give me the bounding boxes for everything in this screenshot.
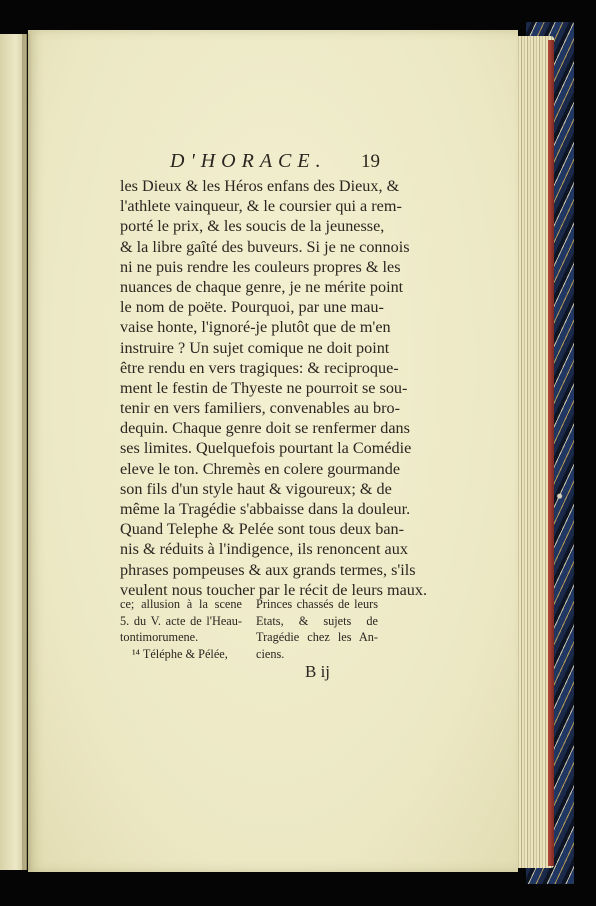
text-line: ment le festin de Thyeste ne pourroit se sou- bbox=[120, 378, 408, 397]
signature-mark: B ij bbox=[305, 662, 331, 681]
text-line: l'athlete vainqueur, & le coursier qui a rem- bbox=[120, 197, 402, 216]
text-line: son fils d'un style haut & vigoureux; & de bbox=[120, 479, 392, 498]
page-header bbox=[170, 150, 380, 173]
red-page-edge bbox=[548, 40, 554, 866]
text-line: être rendu en vers tragiques: & reciproque- bbox=[120, 358, 399, 377]
text-line: instruire ? Un sujet comique ne doit point bbox=[120, 338, 390, 357]
footnote-line: Etats, & sujets de bbox=[256, 613, 378, 628]
text-line: nis & réduits à l'indigence, ils renoncent aux bbox=[120, 540, 408, 559]
text-line: porté le prix, & les soucis de la jeunesse, bbox=[120, 217, 385, 236]
text-line: Quand Telephe & Pelée sont tous deux ban- bbox=[120, 520, 405, 539]
text-line: eleve le ton. Chremès en colere gourmande bbox=[120, 459, 401, 478]
text-line: les Dieux & les Héros enfans des Dieux, & bbox=[120, 177, 400, 195]
footnote-line: ce; allusion à la scene bbox=[120, 597, 242, 611]
footnote-line: 5. du V. acte de l'Heau- bbox=[120, 613, 242, 628]
main-text bbox=[120, 176, 428, 600]
page-number: 19 bbox=[361, 151, 380, 172]
text-line: & la libre gaîté des buveurs. Si je ne connois bbox=[120, 237, 410, 256]
running-title: D'HORACE. bbox=[170, 150, 327, 172]
text-line: le nom de poëte. Pourquoi, par une mau- bbox=[120, 298, 384, 317]
text-line: phrases pompeuses & aux grands termes, s'ils bbox=[120, 560, 416, 579]
footnote-column-right bbox=[256, 596, 378, 662]
text-line: veulent nous toucher par le récit de leurs maux. bbox=[120, 580, 428, 599]
footnote-line: tontimorumene. bbox=[120, 630, 199, 645]
text-line: même la Tragédie s'abbaisse dans la douleur. bbox=[120, 500, 411, 518]
footnote-line: Tragédie chez les An- bbox=[256, 630, 378, 645]
gutter-shadow bbox=[22, 34, 32, 870]
text-line: ses limites. Quelquefois pourtant la Comédie bbox=[120, 439, 412, 458]
footnotes bbox=[120, 596, 378, 662]
footnote-line: ciens. bbox=[256, 646, 285, 661]
text-line: ni ne puis rendre les couleurs propres & les bbox=[120, 257, 401, 276]
text-line: dequin. Chaque genre doit se renfermer dans bbox=[120, 419, 410, 438]
text-line: nuances de chaque genre, je ne mérite point bbox=[120, 277, 404, 296]
footnote-line: ¹⁴ Téléphe & Pélée, bbox=[132, 646, 228, 661]
footnote-column-left bbox=[120, 596, 242, 662]
text-line: vaise honte, l'ignoré-je plutôt que de m'en bbox=[120, 318, 391, 337]
footnote-line: Princes chassés de leurs bbox=[256, 597, 378, 611]
text-line: tenir en vers familiers, convenables au bro- bbox=[120, 399, 401, 418]
